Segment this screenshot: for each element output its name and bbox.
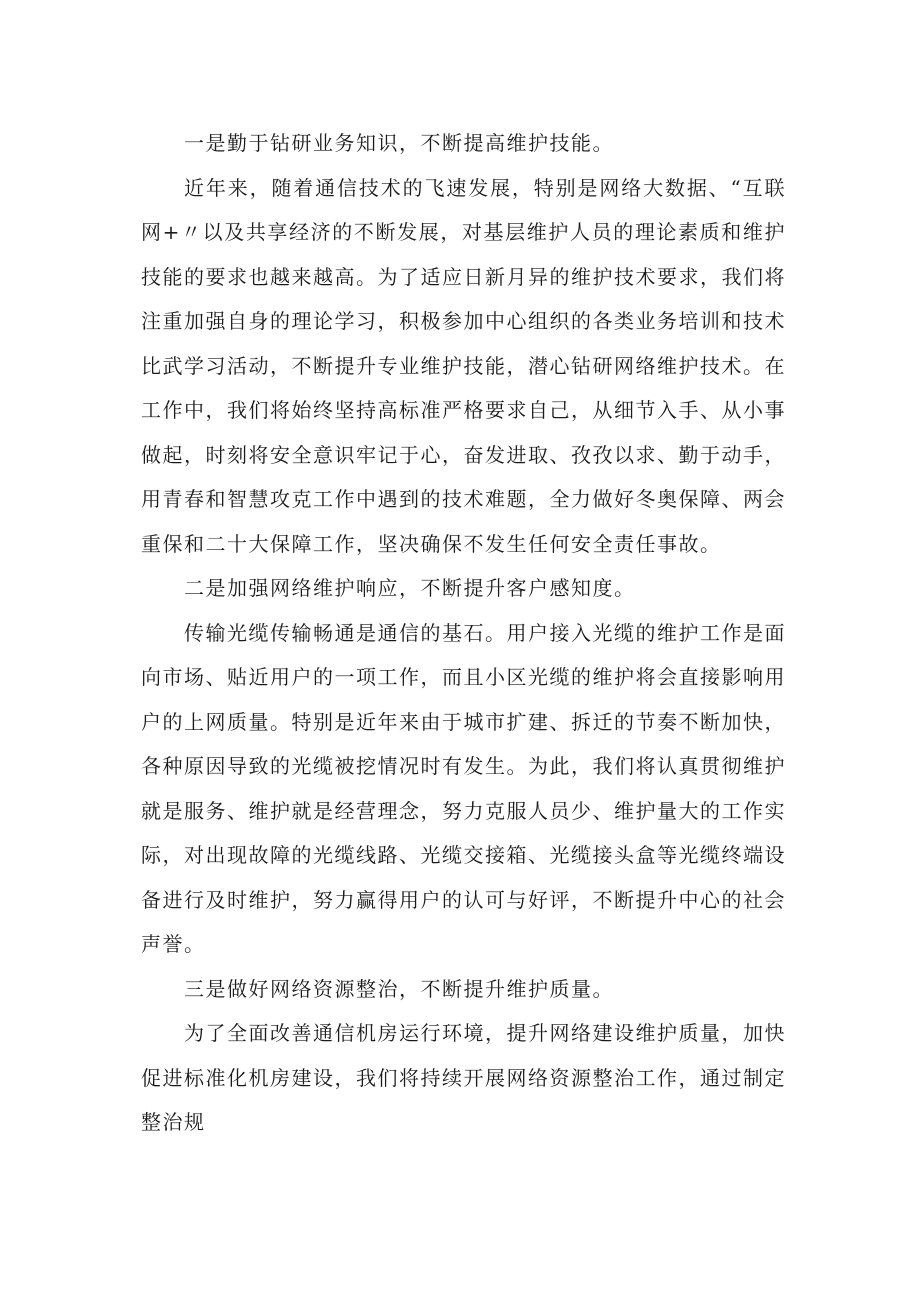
heading-paragraph-2: 二是加强网络维护响应，不断提升客户感知度。 <box>184 576 636 600</box>
heading-paragraph-3: 三是做好网络资源整治，不断提升维护质量。 <box>184 976 614 1001</box>
body-paragraph-1: 近年来，随着通信技术的飞速发展，特别是网络大数据、“互联网+〃以及共享经济的不断发展，对基层维护人员的理论素质和维护技能的要求也越来越高。为了适应日新月异的维护技术要求，我们将注重加强自身的理论学习，积极参加中心组织的各类业务培训和技术比武学习活动，不断提升专业维护技能，潜心钻研网络维护技术。在工作中，我们将始终坚持高标准严格要求自己，从细节入手、从小事做起，时刻将安全意识牢记于心，奋发进取、孜孜以求、勤于动手，用青春和智慧攻克工作中遇到的技术难题，全力做好冬奥保障、两会重保和二十大保障工作，坚决确保不发生任何安全责任事故。 <box>141 175 786 556</box>
body-paragraph-3: 为了全面改善通信机房运行环境，提升网络建设维护质量，加快促进标准化机房建设，我们将持续开展网络资源整治工作，通过制定整治规 <box>141 1021 786 1134</box>
heading-paragraph-1: 一是勤于钻研业务知识，不断提高维护技能。 <box>184 131 614 155</box>
body-paragraph-2: 传输光缆传输畅通是通信的基石。用户接入光缆的维护工作是面向市场、贴近用户的一项工作，而且小区光缆的维护将会直接影响用户的上网质量。特别是近年来由于城市扩建、拆迁的节奏不断加快，各种原因导致的光缆被挖情况时有发生。为此，我们将认真贯彻维护就是服务、维护就是经营理念，努力克服人员少、维护量大的工作实际，对出现故障的光缆线路、光缆交接箱、光缆接头盒等光缆终端设备进行及时维护，努力赢得用户的认可与好评，不断提升中心的社会声誉。 <box>141 620 786 956</box>
document-body <box>141 121 786 1145</box>
